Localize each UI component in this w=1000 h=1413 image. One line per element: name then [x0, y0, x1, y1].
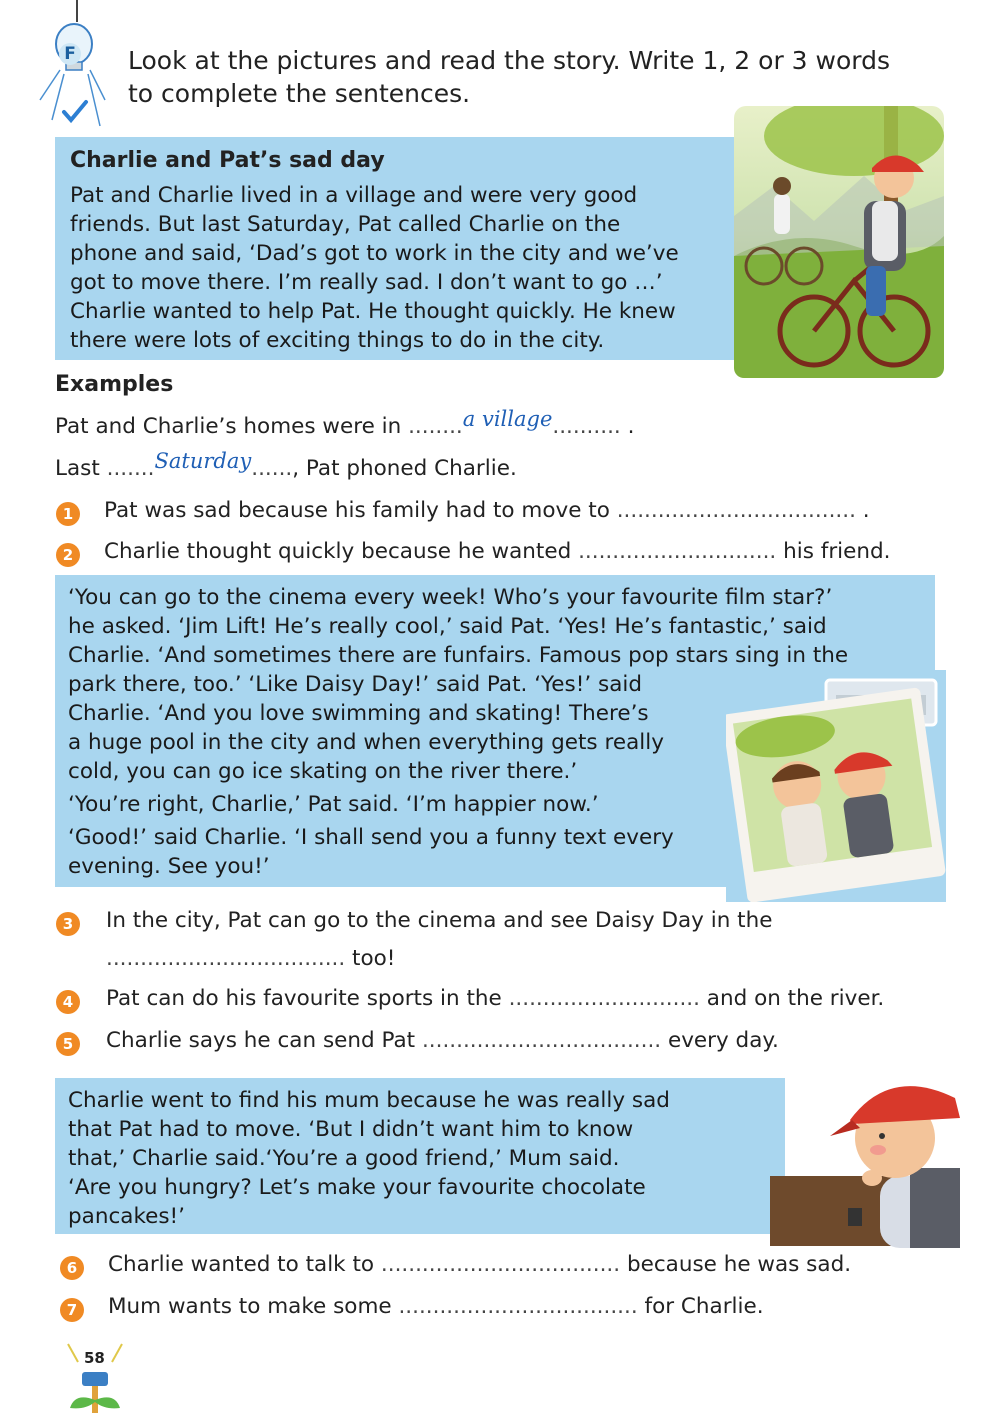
- question-end: because he was sad.: [620, 1252, 852, 1277]
- story-line: that,’ Charlie said.‘You’re a good friend,’ Mum said.: [68, 1146, 620, 1171]
- question-5: [106, 1028, 779, 1053]
- story-line: Charlie wanted to help Pat. He thought quickly. He knew: [70, 299, 676, 324]
- instruction-line-2: to complete the sentences.: [128, 79, 471, 108]
- story-line: got to move there. I’m really sad. I don’t want to go …’: [70, 270, 663, 295]
- story-3-text: [68, 1086, 768, 1231]
- story-1-text: [70, 181, 740, 355]
- example-1-end: .: [620, 414, 635, 439]
- story-line: evening. See you!’: [68, 854, 270, 879]
- question-4: [106, 986, 884, 1011]
- question-text: Pat was sad because his family had to move to: [104, 498, 610, 523]
- answer-blank[interactable]: ...................................: [380, 1252, 621, 1277]
- example-1-blank: [408, 407, 621, 439]
- story-line: a huge pool in the city and when everything gets really: [68, 730, 664, 755]
- answer-blank[interactable]: ...................................: [106, 946, 346, 971]
- story-line: pancakes!’: [68, 1204, 186, 1229]
- story-line: ‘Are you hungry? Let’s make your favourite chocolate: [68, 1175, 646, 1200]
- example-2-end: , Pat phoned Charlie.: [292, 456, 517, 481]
- question-text: Charlie thought quickly because he wanted: [104, 539, 572, 564]
- question-end: every day.: [661, 1028, 779, 1053]
- answer-blank[interactable]: ............................: [508, 986, 700, 1011]
- question-3: [106, 908, 772, 933]
- question-end: too!: [345, 946, 396, 971]
- example-1: [55, 407, 635, 439]
- question-number-badge: 5: [56, 1032, 80, 1056]
- answer-blank[interactable]: ...................................: [398, 1294, 638, 1319]
- story-line: Charlie. ‘And sometimes there are funfairs. Famous pop stars sing in the: [68, 643, 849, 668]
- question-end: and on the river.: [699, 986, 885, 1011]
- examples-title: Examples: [55, 372, 174, 397]
- blank-dots: ..........: [552, 414, 621, 439]
- example-2-answer: Saturday: [154, 449, 252, 473]
- blank-dots: ........: [408, 414, 463, 439]
- question-end: .: [855, 498, 870, 523]
- story-line: he asked. ‘Jim Lift! He’s really cool,’ said Pat. ‘Yes! He’s fantastic,’ said: [68, 614, 827, 639]
- question-text: Charlie wanted to talk to: [108, 1252, 375, 1277]
- question-end: for Charlie.: [637, 1294, 764, 1319]
- question-2: [104, 539, 890, 564]
- question-3-continued: [106, 946, 395, 971]
- story-line: friends. But last Saturday, Pat called Charlie on the: [70, 212, 621, 237]
- example-1-text: Pat and Charlie’s homes were in: [55, 414, 402, 439]
- question-6: [108, 1252, 851, 1277]
- section-letter: F: [59, 43, 81, 65]
- story-line: Pat and Charlie lived in a village and were very good: [70, 183, 638, 208]
- question-number-badge: 6: [60, 1256, 84, 1280]
- story-line: there were lots of exciting things to do in the city.: [70, 328, 605, 353]
- story-line: ‘Good!’ said Charlie. ‘I shall send you a funny text every: [68, 825, 674, 850]
- answer-blank[interactable]: ...................................: [421, 1028, 662, 1053]
- bicycle-boys-illustration: [734, 106, 944, 378]
- question-7: [108, 1294, 764, 1319]
- question-number-badge: 7: [60, 1298, 84, 1322]
- story-title: Charlie and Pat’s sad day: [70, 148, 385, 173]
- example-2: [55, 449, 517, 481]
- sad-boy-illustration: [760, 1058, 965, 1248]
- question-number-badge: 2: [56, 543, 80, 567]
- story-line: Charlie went to find his mum because he was really sad: [68, 1088, 670, 1113]
- question-text: Charlie says he can send Pat: [106, 1028, 416, 1053]
- question-text: Pat can do his favourite sports in the: [106, 986, 502, 1011]
- answer-blank[interactable]: .............................: [578, 539, 777, 564]
- question-end: his friend.: [776, 539, 891, 564]
- story-line: that Pat had to move. ‘But I didn’t want him to know: [68, 1117, 634, 1142]
- story-line: Charlie. ‘And you love swimming and skating! There’s: [68, 701, 649, 726]
- blank-dots: .......: [106, 456, 155, 481]
- question-text: Mum wants to make some: [108, 1294, 392, 1319]
- question-1: [104, 498, 870, 523]
- bulb-cord: [76, 0, 78, 22]
- instruction-line-1: Look at the pictures and read the story. Write 1, 2 or 3 words: [128, 46, 891, 75]
- blank-dots: ......: [251, 456, 293, 481]
- question-number-badge: 3: [56, 912, 80, 936]
- story-line: ‘You’re right, Charlie,’ Pat said. ‘I’m happier now.’: [68, 792, 599, 817]
- page-number: 58: [84, 1349, 105, 1367]
- question-text: In the city, Pat can go to the cinema and see Daisy Day in the: [106, 908, 773, 933]
- example-2-text: Last: [55, 456, 100, 481]
- instruction: [128, 44, 948, 110]
- checkmark-icon: [60, 96, 90, 126]
- photo-illustration: [726, 670, 946, 902]
- story-line: phone and said, ‘Dad’s got to work in the city and we’ve: [70, 241, 679, 266]
- story-line: cold, you can go ice skating on the river there.’: [68, 759, 578, 784]
- story-line: ‘You can go to the cinema every week! Who’s your favourite film star?’: [68, 585, 833, 610]
- story-line: park there, too.’ ‘Like Daisy Day!’ said Pat. ‘Yes!’ said: [68, 672, 643, 697]
- question-number-badge: 4: [56, 990, 80, 1014]
- question-number-badge: 1: [56, 502, 80, 526]
- example-1-answer: a village: [462, 407, 553, 431]
- answer-blank[interactable]: ...................................: [616, 498, 856, 523]
